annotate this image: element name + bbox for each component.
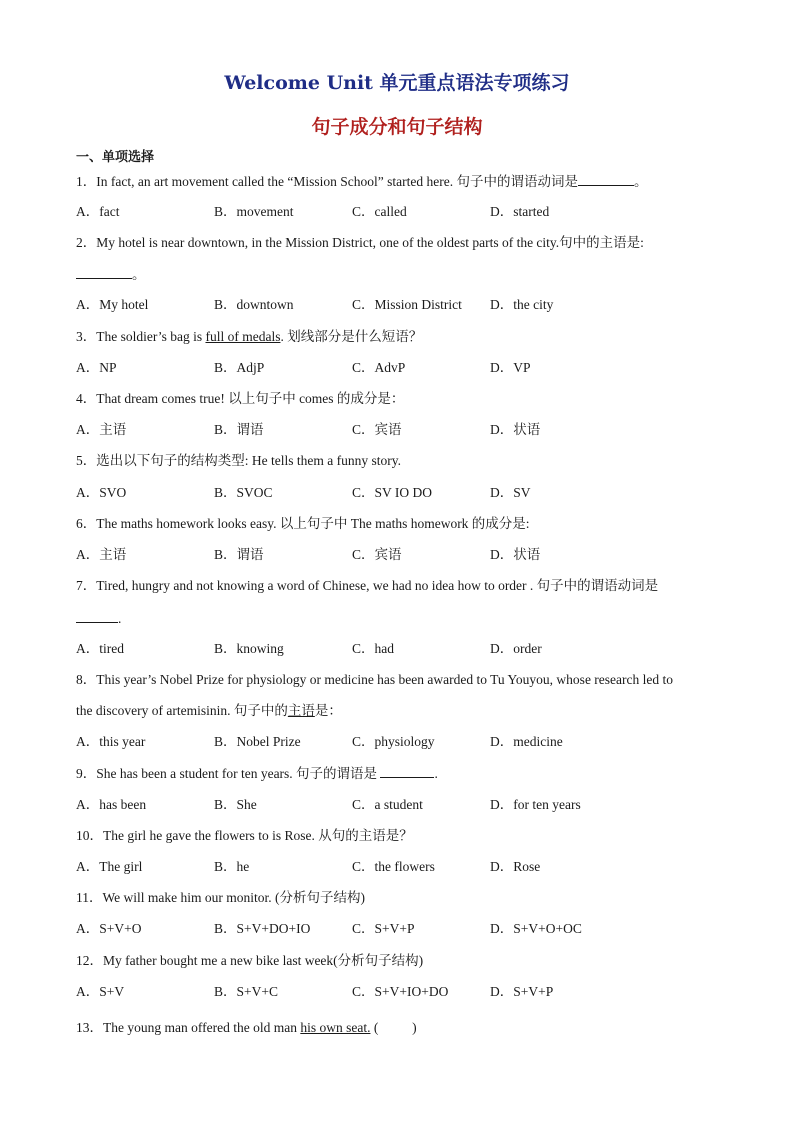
option-c[interactable]: C．had (352, 641, 394, 656)
question-number: 5． (76, 453, 97, 468)
question-number: 9． (76, 766, 97, 781)
underlined-word: 主语 (287, 703, 315, 718)
question-1: 1．In fact, an art movement called the “Mission School” started here. 句子中的谓语动词是 。 (76, 174, 648, 189)
page-subtitle: 句子成分和句子结构 (311, 116, 483, 138)
option-b[interactable]: B．谓语 (214, 422, 264, 437)
question-11 (76, 889, 716, 907)
question-text: 选出以下句子的结构类型: He tells them a funny story. (96, 453, 401, 468)
options-4 (76, 421, 716, 439)
option-c[interactable]: C．S+V+IO+DO (352, 984, 449, 999)
options-12 (76, 983, 716, 1001)
answer-blank[interactable] (578, 172, 634, 186)
option-d[interactable]: D．medicine (490, 734, 563, 749)
options-9 (76, 796, 716, 814)
question-5 (76, 452, 716, 470)
option-c[interactable]: C．the flowers (352, 859, 435, 874)
options-10 (76, 858, 716, 876)
options-6 (76, 546, 716, 564)
option-b[interactable]: B．knowing (214, 641, 284, 656)
option-d[interactable]: D．状语 (490, 422, 541, 437)
question-text: We will make him our monitor. (分析句子结构) (102, 890, 366, 905)
question-number: 7． (76, 578, 97, 593)
option-c[interactable]: C．S+V+P (352, 921, 415, 936)
option-d[interactable]: D．状语 (490, 547, 541, 562)
option-c[interactable]: C．Mission District (352, 297, 462, 312)
option-d[interactable]: D．S+V+O+OC (490, 921, 582, 936)
question-2-line-2: 。 (76, 265, 716, 284)
option-a[interactable]: A．S+V (76, 984, 125, 999)
option-d[interactable]: D．Rose (490, 859, 541, 874)
option-c[interactable]: C．宾语 (352, 547, 402, 562)
option-b[interactable]: B．movement (214, 204, 294, 219)
options-3 (76, 359, 716, 377)
option-c[interactable]: C．called (352, 204, 407, 219)
question-10 (76, 827, 716, 845)
option-d[interactable]: D．for ten years (490, 797, 581, 812)
answer-blank[interactable] (76, 265, 132, 279)
question-text: She has been a student for ten years. 句子的谓语是 (96, 766, 381, 781)
question-text: The girl he gave the flowers to is Rose. 从句的主语是？ (103, 828, 413, 843)
question-text: My hotel is near downtown, in the Mission District, one of the oldest parts of the city.句中的主语是: (96, 235, 644, 250)
options-7 (76, 640, 716, 658)
option-b[interactable]: B．he (214, 859, 250, 874)
option-b[interactable]: B．AdjP (214, 360, 265, 375)
question-text: In fact, an art movement called the “Mission School” started here. 句子中的谓语动词是 (96, 174, 578, 189)
question-text: That dream comes true! 以上句子中 comes 的成分是： (96, 391, 405, 406)
option-d[interactable]: D．order (490, 641, 542, 656)
option-a[interactable]: A．S+V+O (76, 921, 142, 936)
question-text: My father bought me a new bike last week(分析句子结构) (103, 953, 424, 968)
option-a[interactable]: A．主语 (76, 422, 127, 437)
options-1 (76, 203, 716, 221)
option-a[interactable]: A．fact (76, 204, 120, 219)
option-d[interactable]: D．S+V+P (490, 984, 554, 999)
option-c[interactable]: C．physiology (352, 734, 435, 749)
option-c[interactable]: C．AdvP (352, 360, 406, 375)
option-b[interactable]: B．SVOC (214, 485, 273, 500)
question-number: 12． (76, 953, 103, 968)
option-a[interactable]: A．My hotel (76, 297, 149, 312)
option-c[interactable]: C．宾语 (352, 422, 402, 437)
section-heading: 一、单项选择 (76, 150, 155, 165)
option-b[interactable]: B．S+V+C (214, 984, 278, 999)
options-8 (76, 733, 716, 751)
answer-blank[interactable] (380, 764, 434, 778)
page-title: Welcome Unit 单元重点语法专项练习 (224, 72, 570, 94)
question-8-line-2: the discovery of artemisinin. 句子中的主语是： (76, 703, 342, 718)
question-4 (76, 390, 716, 408)
question-2 (76, 234, 716, 252)
option-a[interactable]: A．NP (76, 360, 117, 375)
question-8 (76, 671, 716, 689)
question-number: 8． (76, 672, 97, 687)
question-text: Tired, hungry and not knowing a word of Chinese, we had no idea how to order . 句子中的谓语动词是 (96, 578, 659, 593)
question-number: 6． (76, 516, 97, 531)
question-text: The maths homework looks easy. 以上句子中 The maths homework 的成分是: (96, 516, 530, 531)
question-6 (76, 515, 716, 533)
option-a[interactable]: A．tired (76, 641, 124, 656)
option-a[interactable]: A．SVO (76, 485, 127, 500)
options-2 (76, 296, 716, 314)
question-9: 9．She has been a student for ten years. 句子的谓语是 . (76, 766, 438, 781)
question-number: 11． (76, 890, 103, 905)
question-text: This year’s Nobel Prize for physiology or medicine has been awarded to Tu Youyou, whose research led to (96, 672, 674, 687)
options-5 (76, 484, 716, 502)
option-b[interactable]: B．Nobel Prize (214, 734, 301, 749)
question-13: 13．The young man offered the old man his own seat. ( ) (76, 1020, 417, 1035)
question-3: 3．The soldier’s bag is full of medals. 划线部分是什么短语？ (76, 329, 423, 344)
question-7-line-2: . (76, 609, 716, 628)
option-b[interactable]: B．S+V+DO+IO (214, 921, 311, 936)
question-number: 13． (76, 1020, 103, 1035)
option-a[interactable]: A．this year (76, 734, 146, 749)
option-d[interactable]: D．the city (490, 297, 554, 312)
question-number: 4． (76, 391, 97, 406)
question-number: 1． (76, 174, 97, 189)
underlined-phrase: full of medals (205, 329, 281, 344)
option-a[interactable]: A．The girl (76, 859, 143, 874)
answer-blank[interactable] (76, 609, 118, 623)
question-number: 3． (76, 329, 97, 344)
options-11 (76, 920, 716, 938)
option-b[interactable]: B．She (214, 797, 257, 812)
option-d[interactable]: D．SV (490, 485, 531, 500)
option-b[interactable]: B．谓语 (214, 547, 264, 562)
option-d[interactable]: D．VP (490, 360, 531, 375)
option-a[interactable]: A．has been (76, 797, 147, 812)
option-c[interactable]: C．SV IO DO (352, 485, 433, 500)
option-c[interactable]: C．a student (352, 797, 423, 812)
question-7 (76, 577, 716, 595)
underlined-phrase: his own seat. (300, 1020, 371, 1035)
question-number: 10． (76, 828, 103, 843)
option-a[interactable]: A．主语 (76, 547, 127, 562)
question-12 (76, 952, 716, 970)
answer-parentheses[interactable]: ( ) (370, 1020, 417, 1035)
option-b[interactable]: B．downtown (214, 297, 294, 312)
option-d[interactable]: D．started (490, 204, 550, 219)
question-number: 2． (76, 235, 97, 250)
